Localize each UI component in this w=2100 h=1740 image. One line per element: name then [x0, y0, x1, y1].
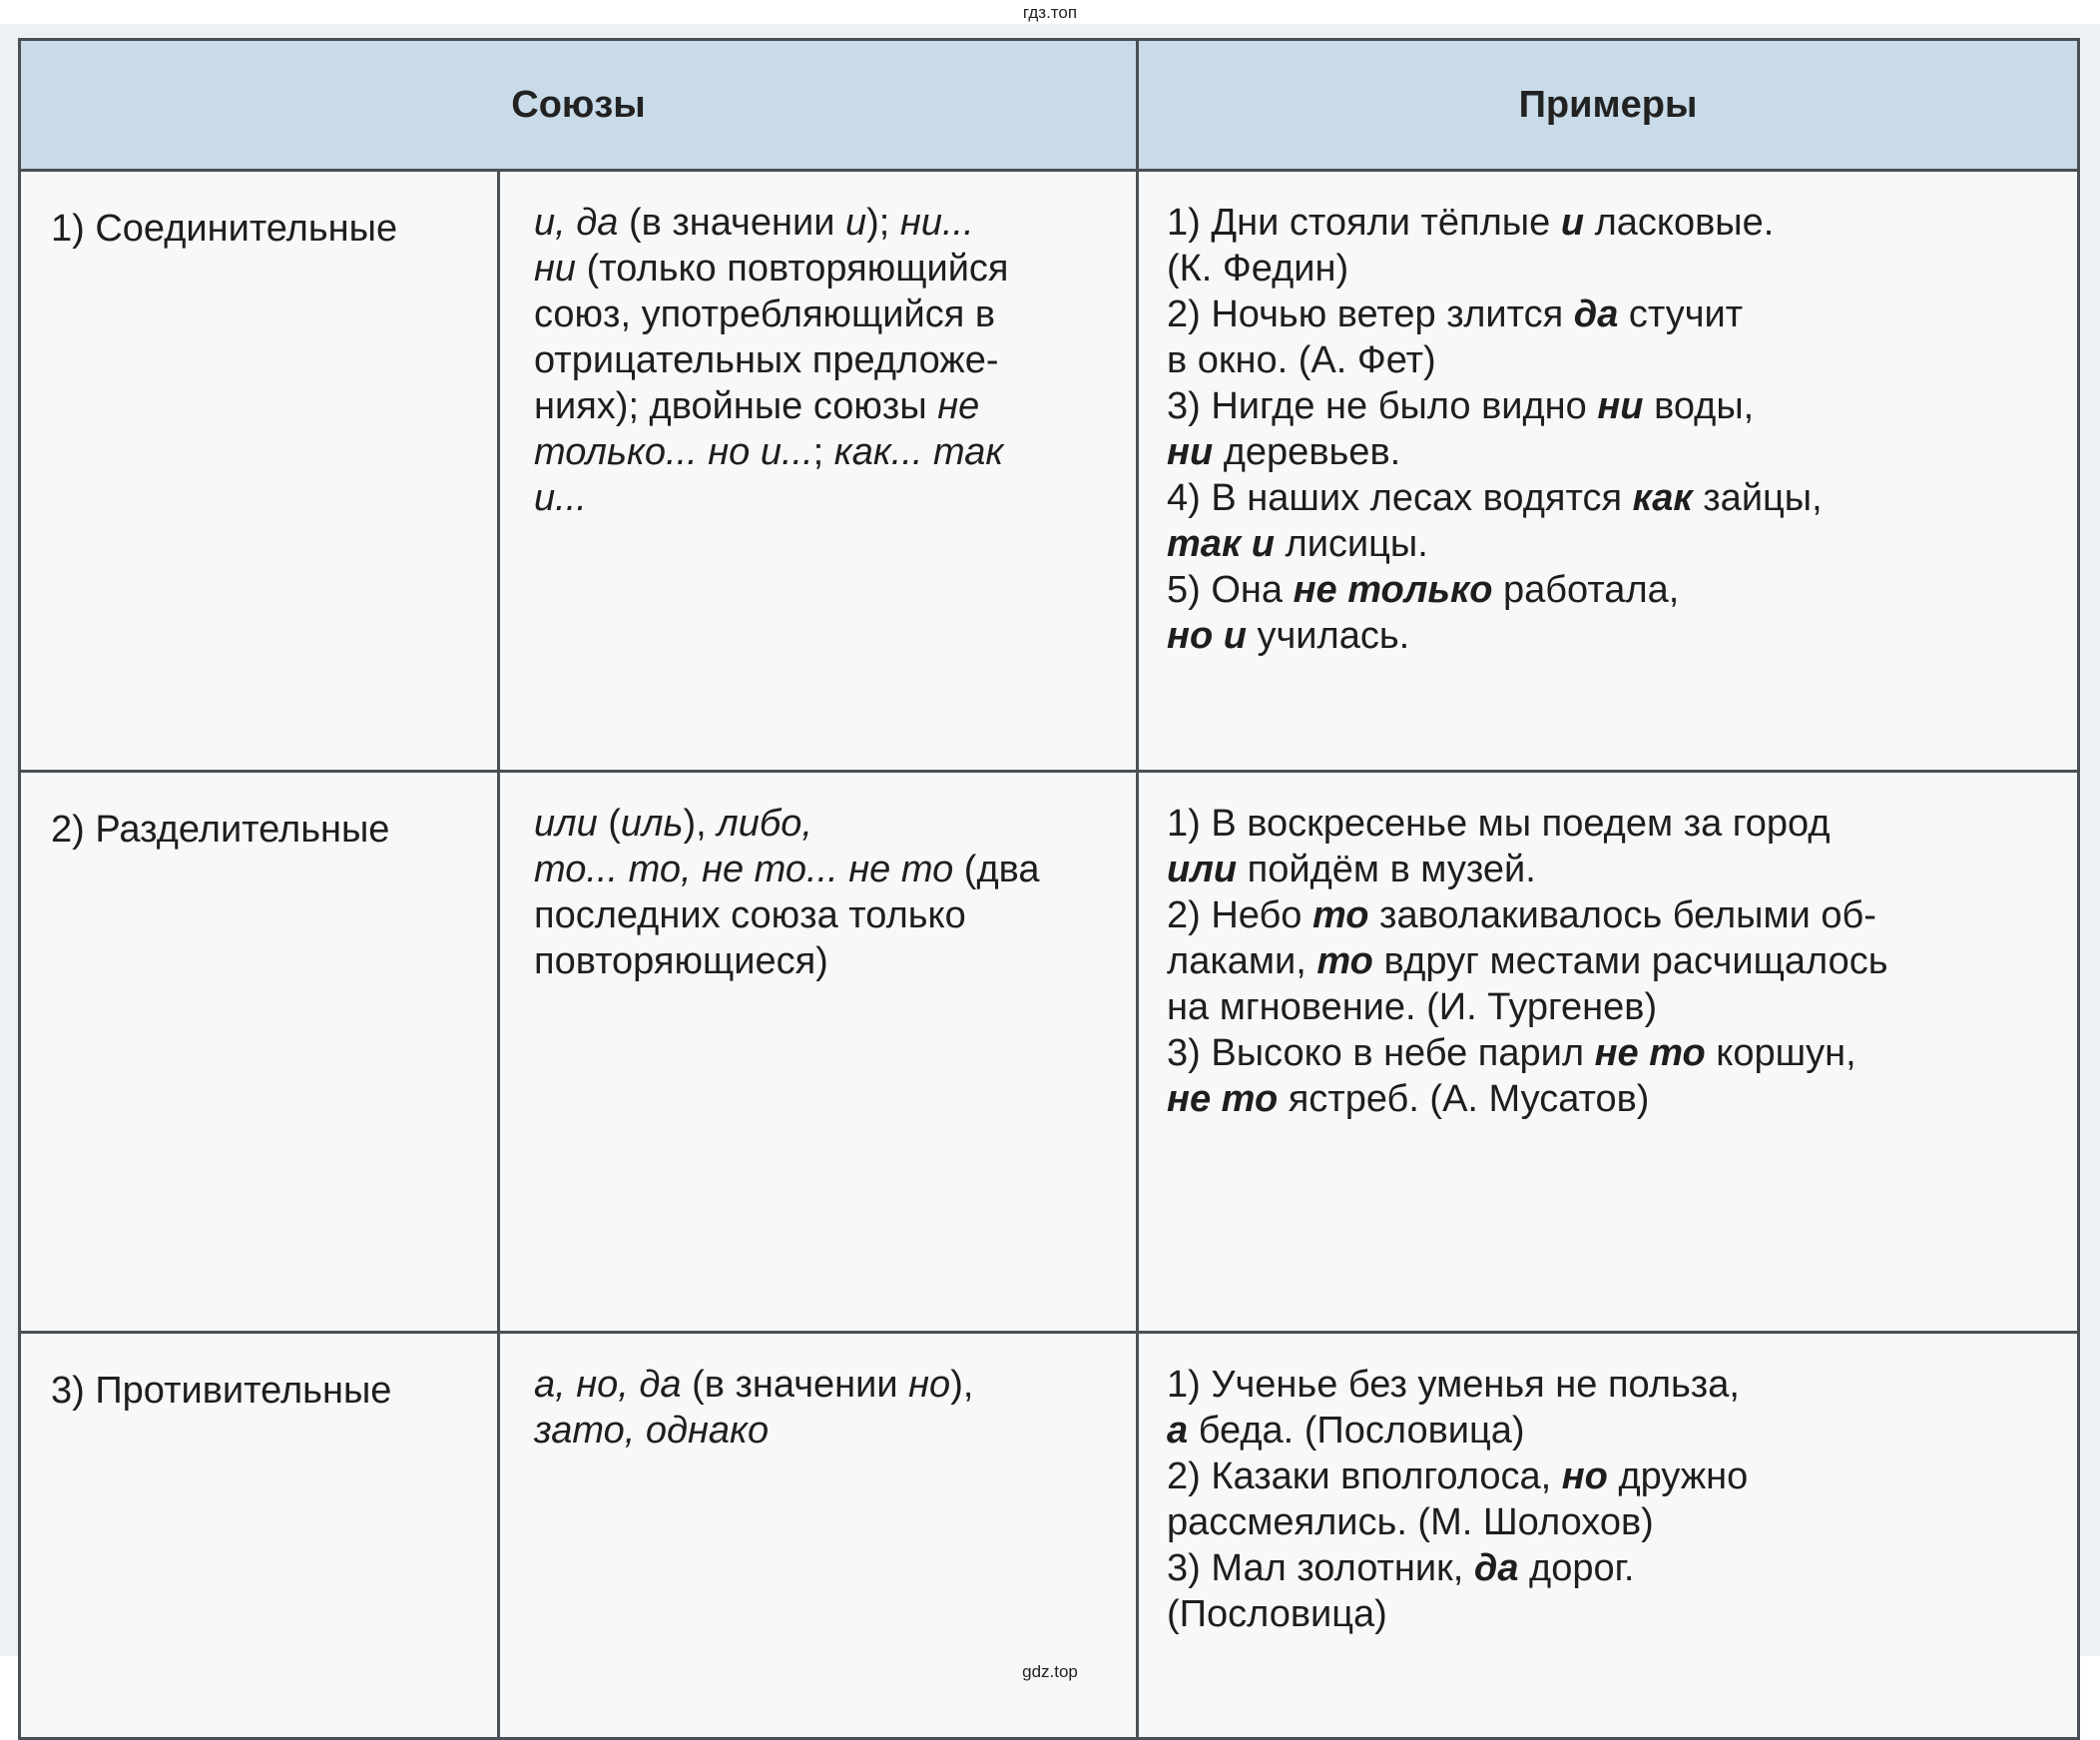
italic-text: то... то, не то... не то [534, 849, 954, 890]
text-line [1167, 429, 2051, 475]
italic-text: а, но, да [534, 1364, 682, 1406]
watermark-bottom: gdz.top [1022, 1662, 1078, 1681]
text-segment: 4) В наших лесах водятся [1167, 477, 1633, 519]
text-line [534, 801, 1118, 847]
italic-text: как... так [833, 431, 1004, 473]
text-line [1167, 1362, 2051, 1408]
text-segment: 5) Она [1167, 569, 1294, 611]
highlighted-conjunction: то [1312, 894, 1369, 936]
text-line [1167, 383, 2051, 429]
text-segment: (Пословица) [1167, 1593, 1387, 1635]
highlighted-conjunction: так и [1167, 523, 1275, 565]
text-segment: (в значении [681, 1364, 909, 1406]
text-segment: ), [950, 1364, 974, 1406]
text-line [1167, 847, 2051, 892]
table-header-row [20, 40, 2079, 171]
text-line [1167, 291, 2051, 337]
text-line [534, 1408, 1118, 1453]
text-segment: 1) В воскресенье мы поедем за город [1167, 803, 1831, 845]
italic-text: не [937, 385, 980, 427]
highlighted-conjunction: но [1561, 1455, 1608, 1497]
text-line [534, 429, 1118, 475]
highlighted-conjunction: а [1167, 1410, 1189, 1451]
text-segment: лаками, [1167, 940, 1317, 982]
text-segment: заволакивалось белыми об- [1368, 894, 1876, 936]
text-segment: последних союза только [534, 894, 966, 936]
text-segment: 2) Казаки вполголоса, [1167, 1455, 1562, 1497]
highlighted-conjunction: не то [1167, 1078, 1279, 1120]
text-line [1167, 892, 2051, 938]
text-segment: отрицательных предложе- [534, 339, 999, 381]
conjunction-type-cell: 3) Противительные [20, 1333, 499, 1739]
text-line [1167, 1499, 2051, 1545]
text-segment: 3) Высоко в небе парил [1167, 1032, 1595, 1074]
conjunction-type-cell: 2) Разделительные [20, 772, 499, 1333]
text-segment: (К. Федин) [1167, 248, 1349, 290]
highlighted-conjunction: ни [1597, 385, 1644, 427]
text-segment: союз, употребляющийся в [534, 293, 996, 335]
text-segment: повторяющиеся) [534, 940, 828, 982]
text-segment: воды, [1643, 385, 1755, 427]
italic-text: ни... [899, 202, 974, 244]
text-segment: лисицы. [1274, 523, 1428, 565]
text-segment: 2) Ночью ветер злится [1167, 293, 1574, 335]
text-line [534, 200, 1118, 246]
conjunction-type-cell: 1) Соединительные [20, 171, 499, 772]
text-segment: пойдём в музей. [1237, 849, 1536, 890]
text-line [1167, 1453, 2051, 1499]
text-line [1167, 475, 2051, 521]
watermark-top: гдз.топ [1022, 3, 1078, 22]
italic-text: только... но и... [534, 431, 813, 473]
text-segment: училась. [1246, 615, 1410, 657]
text-line [1167, 613, 2051, 659]
text-line [534, 291, 1118, 337]
text-segment: на мгновение. (И. Тургенев) [1167, 986, 1658, 1028]
text-line [1167, 801, 2051, 847]
text-segment: ( [597, 803, 621, 845]
highlighted-conjunction: то [1316, 940, 1373, 982]
text-line [534, 246, 1118, 291]
table-row [20, 171, 2079, 772]
header-examples: Примеры [1138, 40, 2079, 171]
italic-text: зато, однако [534, 1410, 770, 1451]
table-row [20, 772, 2079, 1333]
text-line [534, 938, 1118, 984]
italic-text: либо, [717, 803, 812, 845]
text-segment: (в значении [618, 202, 845, 244]
text-line [1167, 567, 2051, 613]
conjunction-list-cell [499, 171, 1138, 772]
text-segment: 3) Мал золотник, [1167, 1547, 1474, 1589]
text-segment: (только повторяющийся [576, 248, 1009, 290]
text-line [1167, 938, 2051, 984]
header-conjunctions: Союзы [20, 40, 1138, 171]
text-segment: ; [812, 431, 834, 473]
text-segment: 3) Нигде не было видно [1167, 385, 1598, 427]
italic-text: ни [534, 248, 577, 290]
highlighted-conjunction: да [1573, 293, 1619, 335]
text-line [534, 337, 1118, 383]
text-segment: 1) Дни стояли тёплые [1167, 202, 1561, 244]
text-segment: ), [683, 803, 718, 845]
text-line [1167, 1076, 2051, 1122]
text-segment: дружно [1607, 1455, 1749, 1497]
highlighted-conjunction: не то [1594, 1032, 1706, 1074]
highlighted-conjunction: не только [1293, 569, 1493, 611]
text-line [534, 475, 1118, 521]
text-line [1167, 1545, 2051, 1591]
text-line [1167, 246, 2051, 291]
text-line [534, 1362, 1118, 1408]
italic-text: иль [620, 803, 684, 845]
highlighted-conjunction: но и [1167, 615, 1247, 657]
text-segment: беда. (Пословица) [1188, 1410, 1525, 1451]
text-line [534, 383, 1118, 429]
text-segment: дорог. [1518, 1547, 1635, 1589]
italic-text: и, да [534, 202, 619, 244]
text-segment: (два [953, 849, 1040, 890]
italic-text: или [534, 803, 598, 845]
examples-cell [1138, 772, 2079, 1333]
text-line [1167, 984, 2051, 1030]
italic-text: и... [534, 477, 587, 519]
text-segment: 2) Небо [1167, 894, 1312, 936]
conjunction-list-cell [499, 772, 1138, 1333]
italic-text: но [908, 1364, 951, 1406]
text-line [1167, 1408, 2051, 1453]
text-segment: работала, [1492, 569, 1680, 611]
text-line [1167, 1591, 2051, 1637]
text-segment: ястреб. (А. Мусатов) [1278, 1078, 1650, 1120]
text-segment: стучит [1618, 293, 1744, 335]
text-line [1167, 521, 2051, 567]
highlighted-conjunction: ни [1167, 431, 1214, 473]
text-segment: коршун, [1705, 1032, 1856, 1074]
highlighted-conjunction: и [1560, 202, 1585, 244]
highlighted-conjunction: или [1167, 849, 1238, 890]
text-segment: ниях); двойные союзы [534, 385, 938, 427]
highlighted-conjunction: да [1473, 1547, 1519, 1589]
text-segment: ); [866, 202, 900, 244]
text-segment: 1) Ученье без уменья не польза, [1167, 1364, 1740, 1406]
text-line [534, 892, 1118, 938]
highlighted-conjunction: как [1632, 477, 1693, 519]
text-segment: зайцы, [1692, 477, 1823, 519]
text-segment: ласковые. [1584, 202, 1775, 244]
text-segment: деревьев. [1213, 431, 1401, 473]
examples-cell [1138, 171, 2079, 772]
text-segment: вдруг местами расчищалось [1372, 940, 1888, 982]
text-line [1167, 200, 2051, 246]
text-segment: рассмеялись. (М. Шолохов) [1167, 1501, 1654, 1543]
text-line [534, 847, 1118, 892]
text-line [1167, 1030, 2051, 1076]
conjunctions-table [18, 38, 2080, 1740]
text-segment: в окно. (А. Фет) [1167, 339, 1436, 381]
italic-text: и [844, 202, 867, 244]
text-line [1167, 337, 2051, 383]
